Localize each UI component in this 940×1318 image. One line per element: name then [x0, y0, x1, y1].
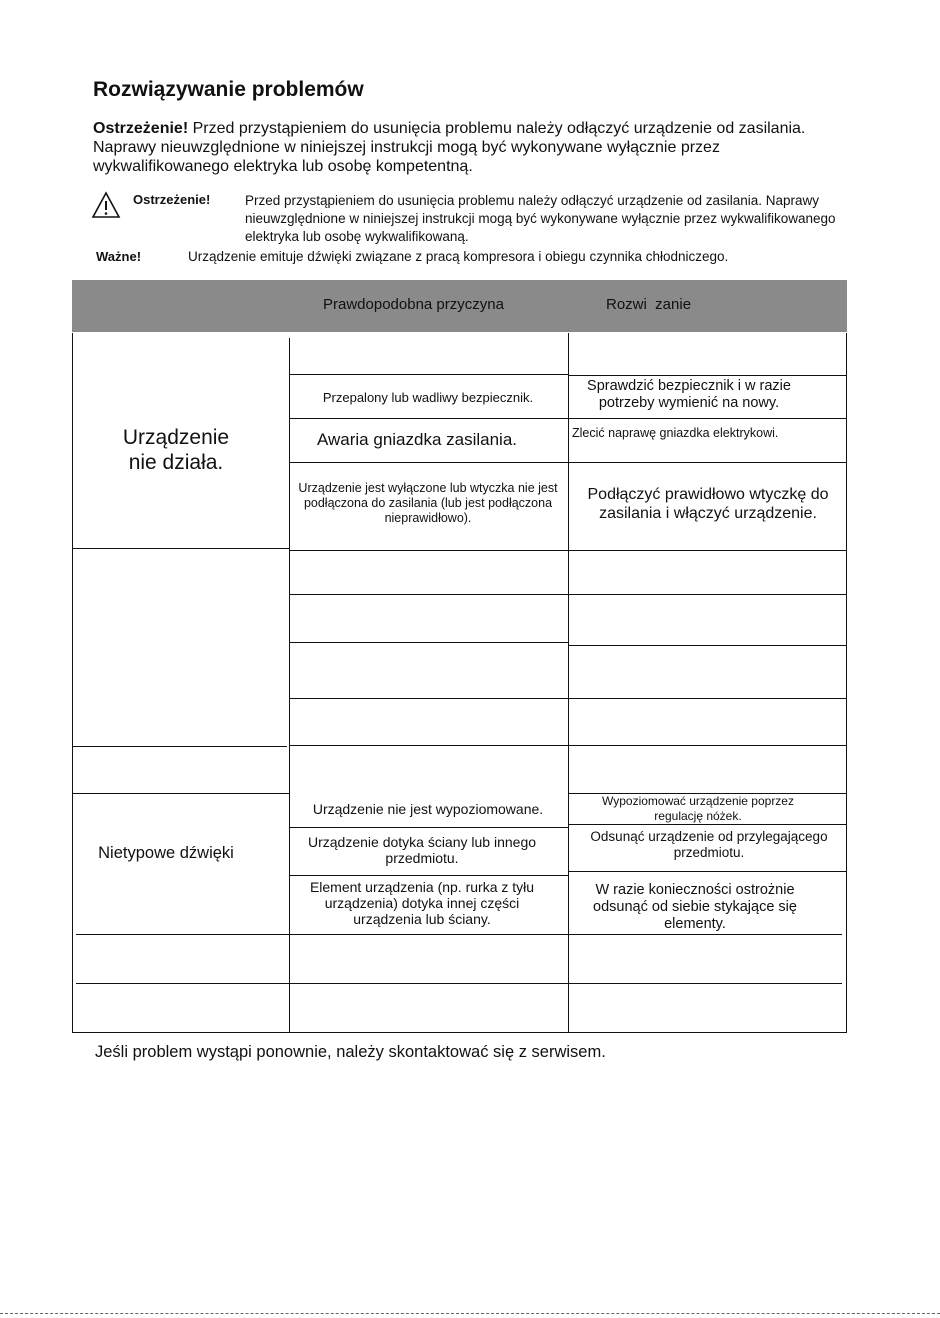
problem-not-working: Urządzenie nie działa.	[122, 426, 230, 474]
cause-element-touching: Element urządzenia (np. rurka z tyłu urządzenia) dotyka innej części urządzenia lub ściany.	[309, 879, 535, 927]
solution-socket: Zlecić naprawę gniazdka elektrykowi.	[572, 426, 779, 440]
cause-plug: Urządzenie jest wyłączone lub wtyczka nie jest podłączona do zasilania (lub jest podłączona nieprawidłowo).	[298, 480, 558, 525]
page-title: Rozwiązywanie problemów	[93, 78, 364, 101]
table-header	[72, 280, 847, 332]
warning-paragraph	[93, 119, 853, 176]
problem-unusual-noises: Nietypowe dźwięki	[98, 843, 234, 862]
warning-triangle-icon	[91, 191, 121, 219]
cause-touches-wall: Urządzenie dotyka ściany lub innego przedmiotu.	[307, 834, 537, 866]
solution-separate-elements: W razie konieczności ostrożnie odsunąć od siebie stykające się elementy.	[593, 881, 797, 932]
solution-fuse: Sprawdzić bezpiecznik i w razie potrzeby wymienić na nowy.	[587, 378, 791, 411]
solution-plug: Podłączyć prawidłowo wtyczkę do zasilania i włączyć urządzenie.	[587, 486, 829, 522]
important-label: Ważne!	[96, 249, 142, 264]
solution-level: Wypoziomować urządzenie poprzez regulację nóżek.	[602, 794, 794, 823]
important-text: Urządzenie emituje dźwięki związane z pracą kompresora i obiegu czynnika chłodniczego.	[188, 249, 729, 264]
warning-label: Ostrzeżenie!	[93, 120, 189, 137]
column-header-cause: Prawdopodobna przyczyna	[323, 296, 504, 313]
warning-box-text: Przed przystąpieniem do usunięcia problemu należy odłączyć urządzenie od zasilania. Naprawy nieuwzględnione w niniejszej instrukcji mogą być wykonywane wyłącznie przez wykwalifikowanego elektryka lub osobę wykwalifikowaną.	[245, 193, 836, 244]
column-header-solution: Rozwi zanie	[606, 296, 692, 313]
warning-text: Przed przystąpieniem do usunięcia problemu należy odłączyć urządzenie od zasilania. Naprawy nieuwzględnione w niniejszej instrukcji mogą być wykonywane wyłącznie przez wykwalifikowanego elektryka lub osobę kompetentną.	[93, 120, 806, 175]
footer-note: Jeśli problem wystąpi ponownie, należy skontaktować się z serwisem.	[95, 1043, 606, 1061]
cause-socket: Awaria gniazdka zasilania.	[316, 430, 518, 449]
warning-box-label: Ostrzeżenie!	[133, 192, 211, 207]
cause-not-level: Urządzenie nie jest wypoziomowane.	[312, 801, 544, 817]
page-cut-line	[0, 1313, 940, 1314]
solution-move-away: Odsunąć urządzenie od przylegającego przedmiotu.	[590, 829, 828, 860]
cause-fuse: Przepalony lub wadliwy bezpiecznik.	[322, 389, 534, 405]
